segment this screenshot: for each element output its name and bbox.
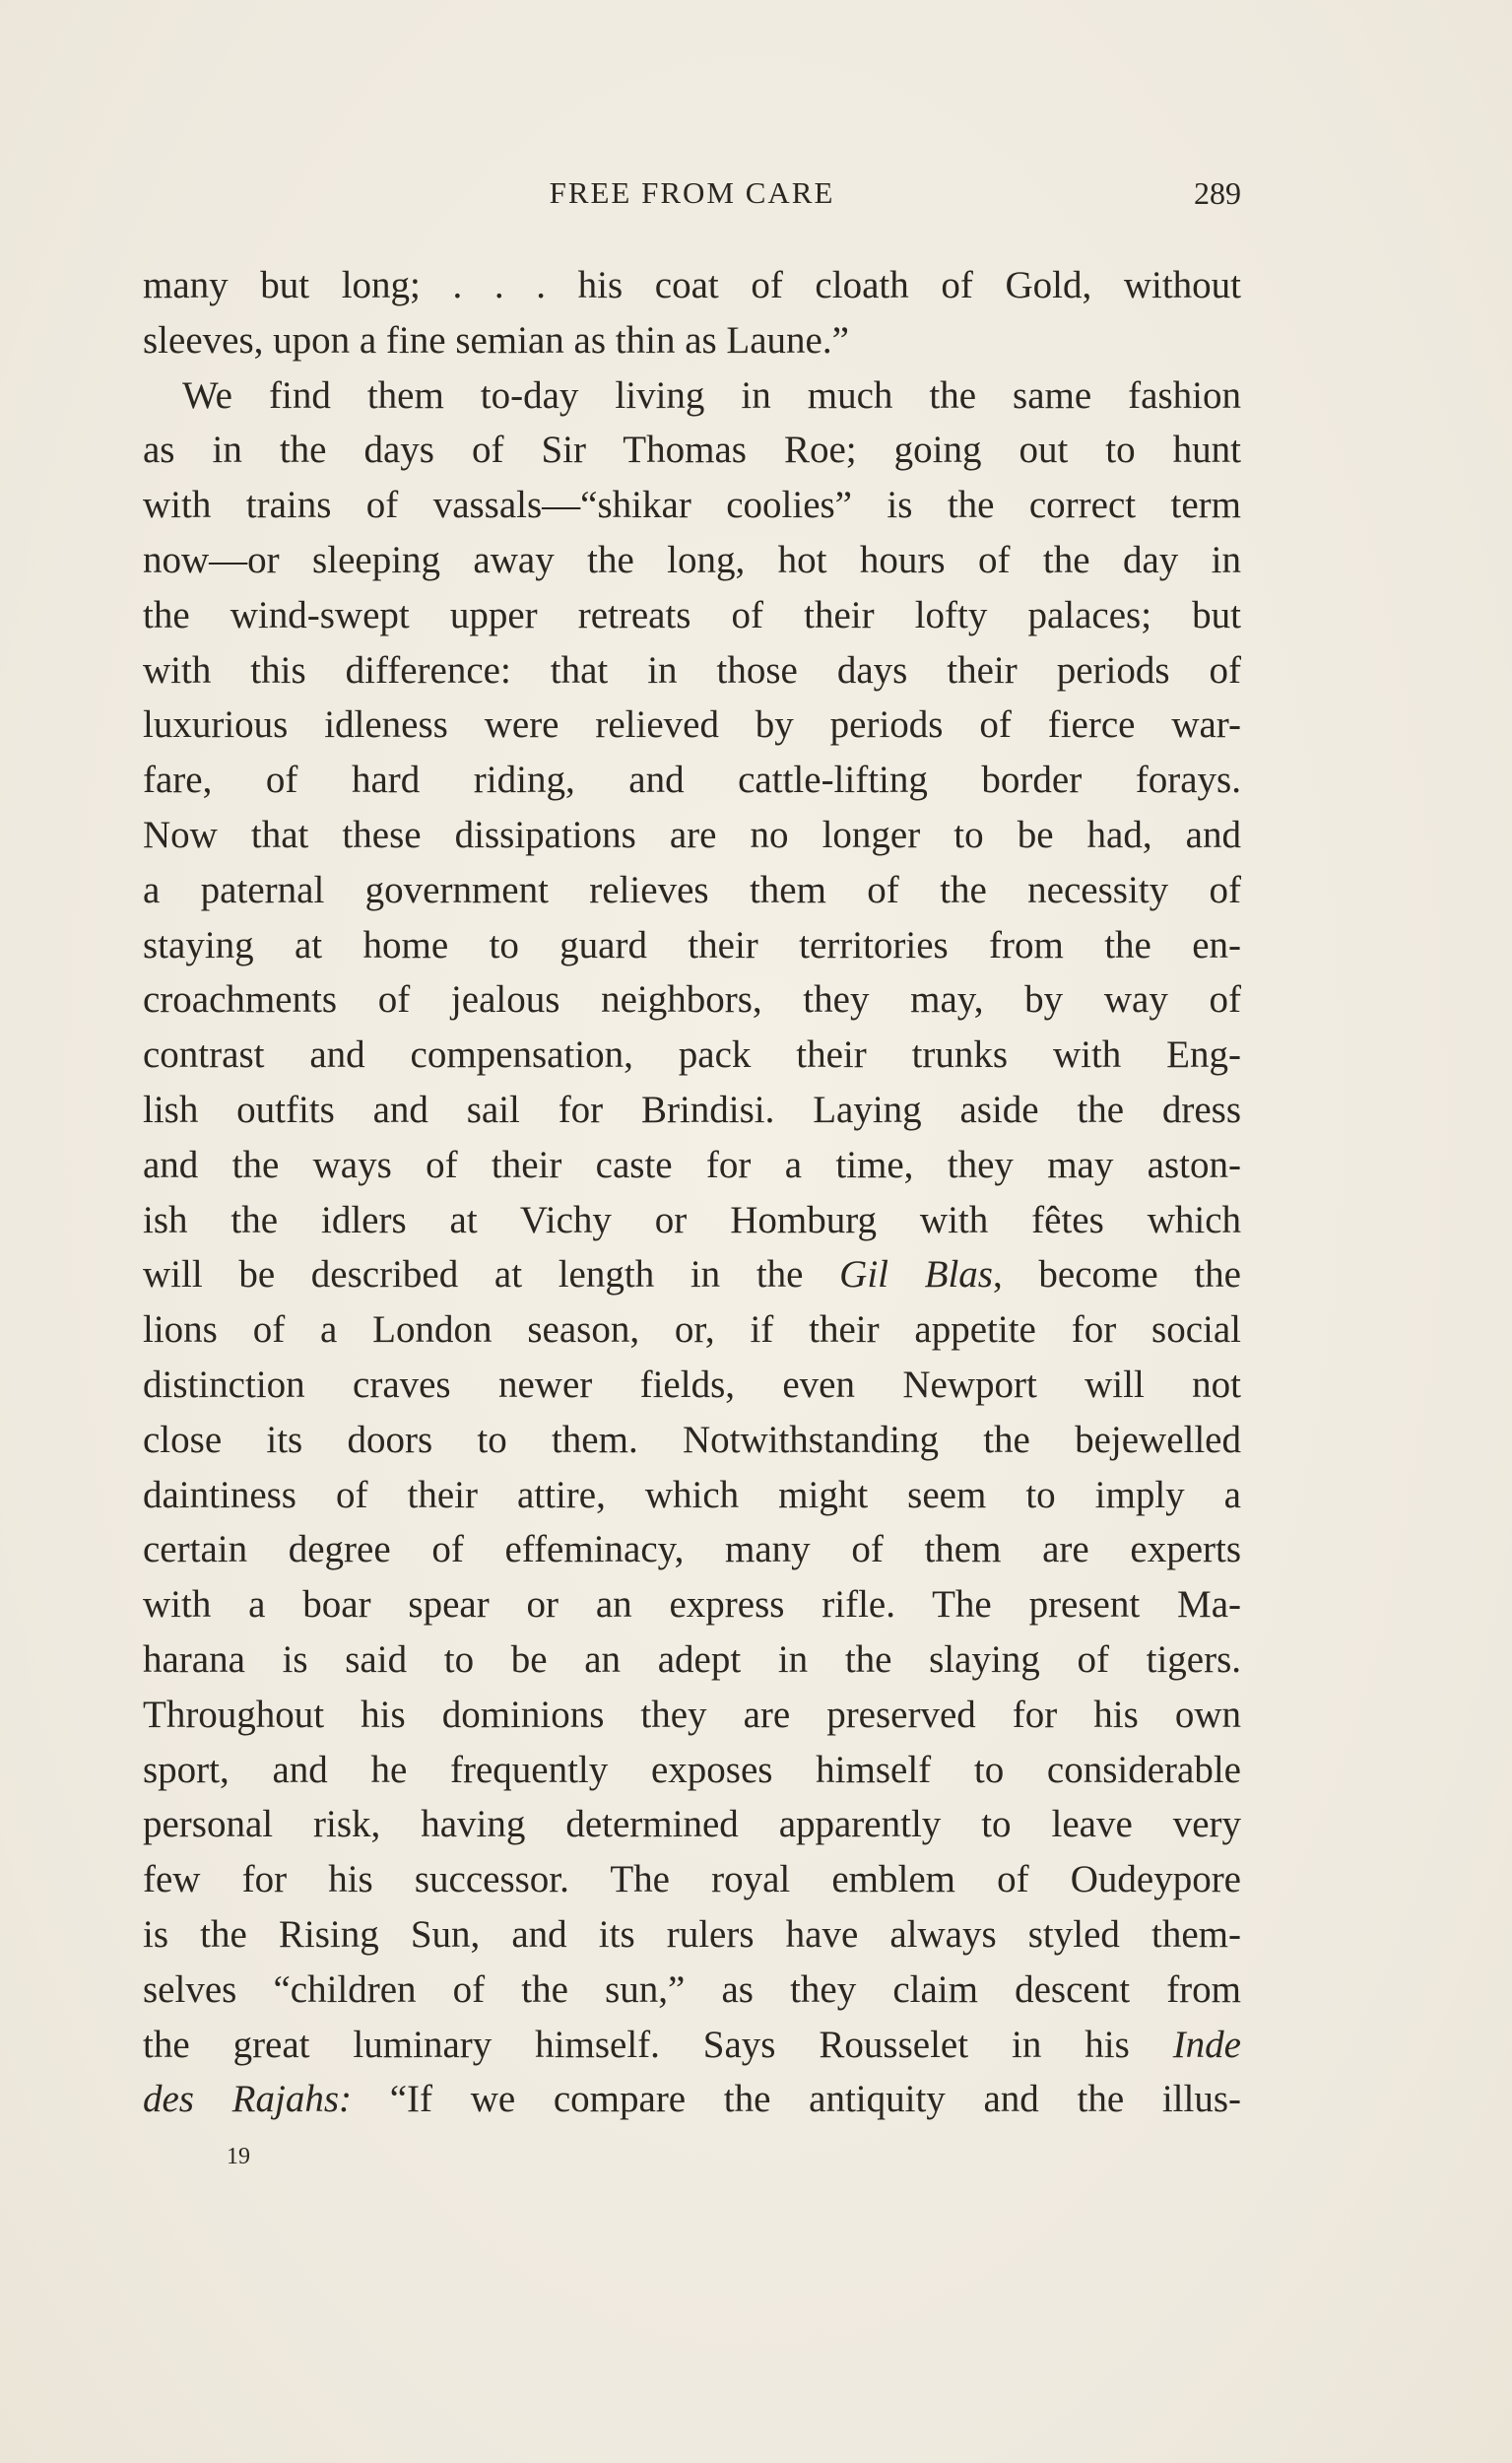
text-line: and the ways of their caste for a time, they may aston- bbox=[143, 1143, 1241, 1186]
text-line: close its doors to them. Notwithstanding the bejewelled bbox=[143, 1418, 1241, 1461]
text-line: staying at home to guard their territories from the en- bbox=[143, 923, 1241, 966]
text-line: distinction craves newer fields, even Newport will not bbox=[143, 1363, 1241, 1406]
text-run: “If we compare the antiquity and the illus- bbox=[352, 2078, 1242, 2121]
text-line: personal risk, having determined apparently to leave very bbox=[143, 1803, 1241, 1846]
text-line: Throughout his dominions they are preserved for his own bbox=[143, 1693, 1241, 1736]
text-run: will be described at length in the bbox=[143, 1253, 840, 1297]
body-text bbox=[143, 258, 1241, 2127]
text-line: few for his successor. The royal emblem of Oudeypore bbox=[143, 1858, 1241, 1901]
text-run: the great luminary himself. Says Rousselet in his bbox=[143, 2023, 1173, 2066]
text-line: now—or sleeping away the long, hot hours of the day in bbox=[143, 538, 1241, 581]
text-line: the wind-swept upper retreats of their lofty palaces; but bbox=[143, 593, 1241, 636]
paragraph-first-line: We find them to-day living in much the same fashion bbox=[182, 373, 1241, 417]
text-line: Now that these dissipations are no longer to be had, and bbox=[143, 813, 1241, 856]
text-line: fare, of hard riding, and cattle-lifting border forays. bbox=[143, 759, 1241, 802]
text-line: with this difference: that in those days their periods of bbox=[143, 648, 1241, 692]
running-title: FREE FROM CARE bbox=[549, 175, 835, 210]
text-line: many but long; . . . his coat of cloath of Gold, without bbox=[143, 264, 1241, 306]
text-run: , become the bbox=[993, 1253, 1241, 1297]
text-line: a paternal government relieves them of the necessity of bbox=[143, 868, 1241, 911]
text-line: contrast and compensation, pack their trunks with Eng- bbox=[143, 1033, 1241, 1077]
text-line: harana is said to be an adept in the slaying of tigers. bbox=[143, 1637, 1241, 1681]
text-line: croachments of jealous neighbors, they may, by way of bbox=[143, 978, 1241, 1022]
text-line: with a boar spear or an express rifle. The present Ma- bbox=[143, 1583, 1241, 1627]
signature-mark: 19 bbox=[227, 2144, 250, 2169]
text-line: sleeves, upon a fine semian as thin as Laune.” bbox=[143, 318, 849, 362]
page-number: 289 bbox=[1194, 175, 1241, 211]
text-line: luxurious idleness were relieved by periods of fierce war- bbox=[143, 703, 1241, 747]
text-line-with-italic bbox=[143, 1247, 1241, 1302]
italic-title-inde: Inde bbox=[1172, 2023, 1241, 2066]
text-line: ish the idlers at Vichy or Homburg with fêtes which bbox=[143, 1198, 1241, 1241]
text-line: lish outfits and sail for Brindisi. Laying aside the dress bbox=[143, 1088, 1241, 1131]
text-line: selves “children of the sun,” as they claim descent from bbox=[143, 1967, 1241, 2011]
text-line-with-italic bbox=[143, 2018, 1241, 2073]
italic-title-des-rajahs: des Rajahs: bbox=[143, 2078, 353, 2121]
text-line: daintiness of their attire, which might seem to imply a bbox=[143, 1473, 1241, 1516]
text-line: with trains of vassals—“shikar coolies” is the correct term bbox=[143, 484, 1241, 527]
text-line-with-italic bbox=[143, 2072, 1241, 2127]
text-line: certain degree of effeminacy, many of them are experts bbox=[143, 1528, 1241, 1571]
running-head bbox=[143, 173, 1241, 213]
italic-title-gil-blas: Gil Blas bbox=[839, 1253, 993, 1297]
text-line: lions of a London season, or, if their appetite for social bbox=[143, 1308, 1241, 1352]
text-line: sport, and he frequently exposes himself to considerable bbox=[143, 1748, 1241, 1791]
text-line: as in the days of Sir Thomas Roe; going out to hunt bbox=[143, 429, 1241, 472]
text-line: is the Rising Sun, and its rulers have always styled them- bbox=[143, 1912, 1241, 1956]
